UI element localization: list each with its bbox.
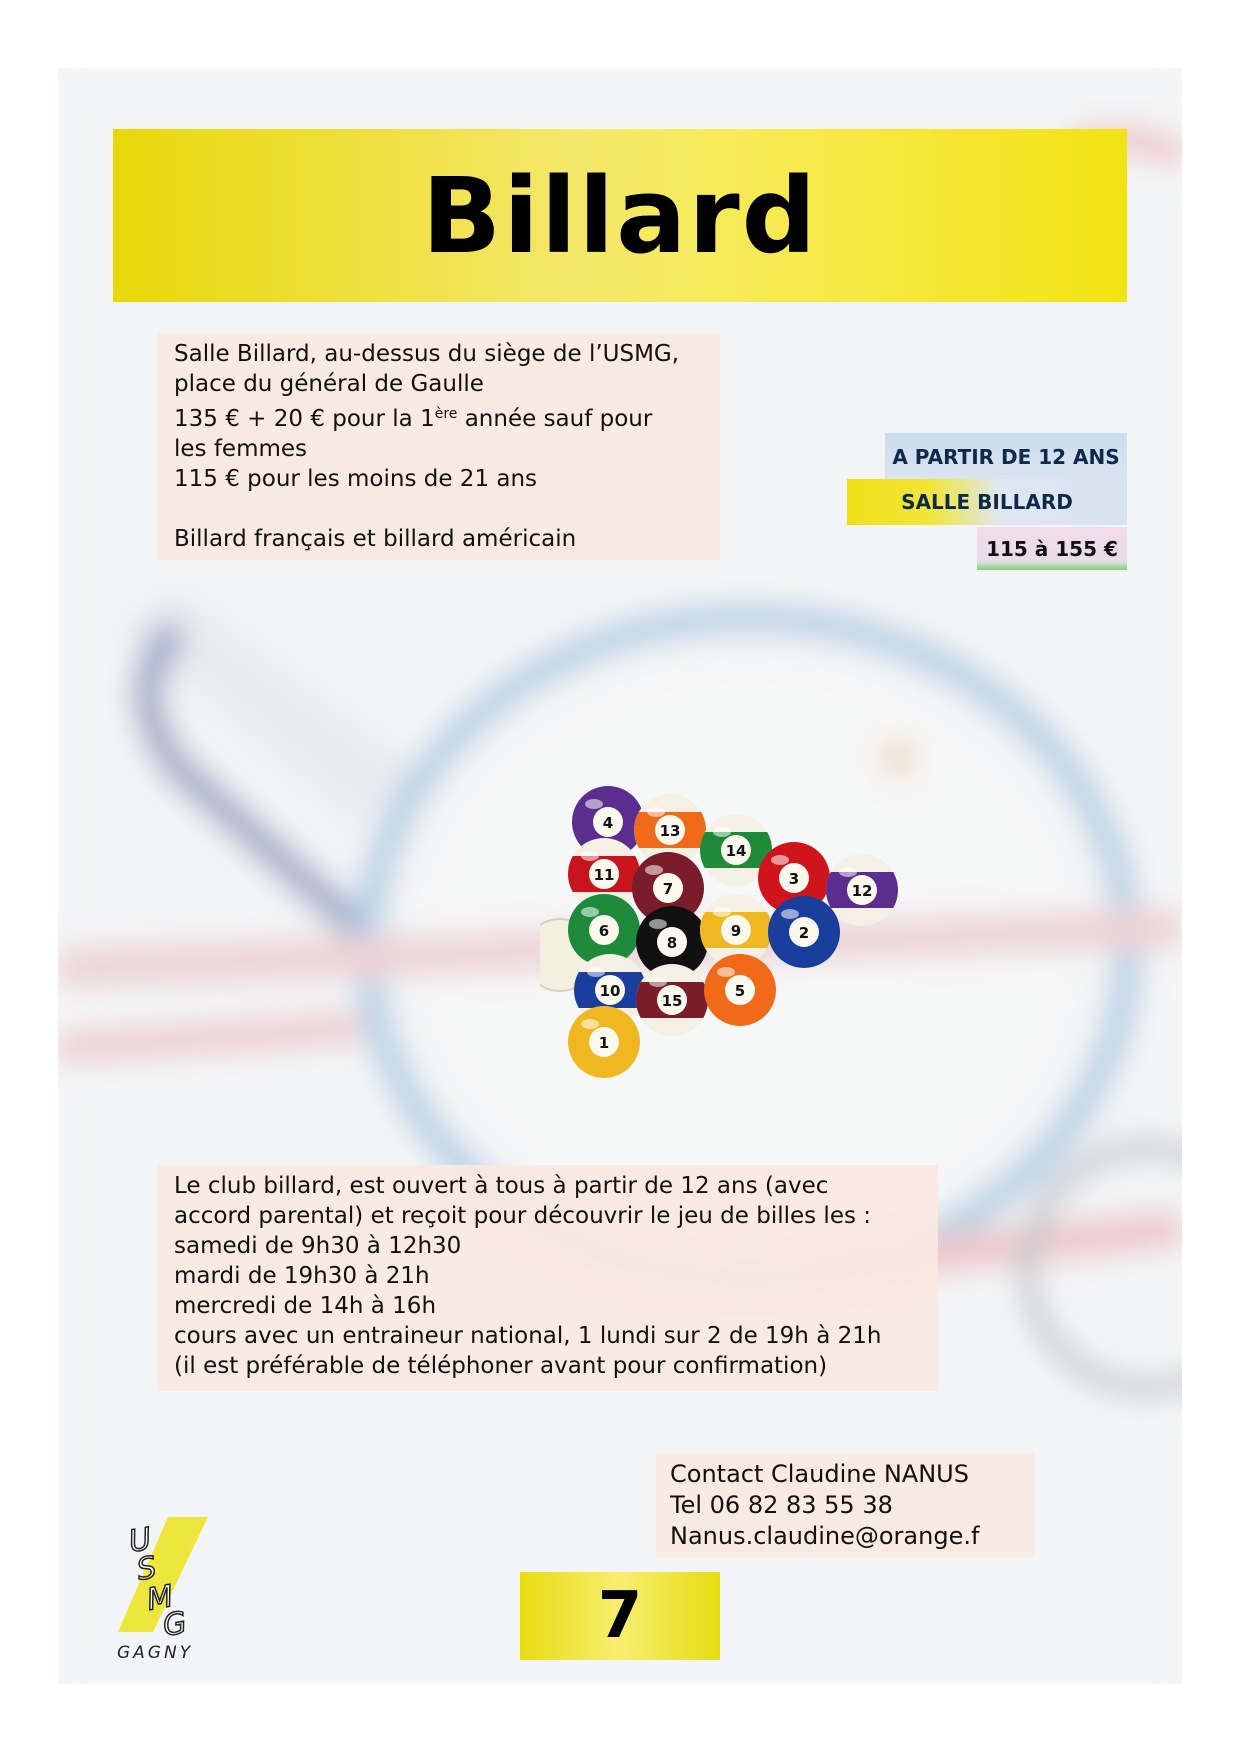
ball-number: 2 (798, 924, 810, 942)
ball-highlight (587, 967, 605, 977)
info-text: 135 € + 20 € pour la 1 (174, 406, 435, 432)
page-number: 7 (520, 1572, 720, 1660)
ball-highlight (581, 851, 599, 861)
ball-number: 3 (788, 870, 800, 888)
svg-text:G: G (160, 1605, 190, 1644)
info-text: année sauf pour (457, 406, 653, 432)
info-spacer (174, 494, 704, 524)
venue-tag: SALLE BILLARD (847, 479, 1127, 525)
age-tag: A PARTIR DE 12 ANS (885, 433, 1127, 480)
ball-number: 10 (599, 982, 621, 1000)
schedule-line: (il est préférable de téléphoner avant pour confirmation) (174, 1353, 828, 1379)
ball-number: 11 (593, 866, 615, 884)
ball-highlight (839, 867, 857, 877)
ball-number: 8 (666, 934, 678, 952)
info-line: place du général de Gaulle (174, 371, 484, 397)
ball-highlight (713, 827, 731, 837)
ball-number: 13 (659, 822, 681, 840)
billiard-balls-image (540, 780, 1010, 1100)
svg-text:U: U (126, 1521, 155, 1560)
ball-highlight (713, 907, 731, 917)
ball-highlight (717, 967, 735, 977)
ball-highlight (649, 977, 667, 987)
schedule-line: accord parental) et reçoit pour découvrir le jeu de billes les : (174, 1203, 872, 1229)
schedule-line: mardi de 19h30 à 21h (174, 1263, 430, 1289)
ball-highlight (581, 1019, 599, 1029)
title-banner (113, 129, 1127, 302)
ball-highlight (585, 799, 603, 809)
schedule-line: samedi de 9h30 à 12h30 (174, 1233, 462, 1259)
info-line: Billard français et billard américain (174, 526, 577, 552)
svg-text:S: S (134, 1550, 160, 1588)
contact-box (656, 1453, 1034, 1557)
ball-highlight (781, 909, 799, 919)
page-title: Billard (421, 154, 819, 277)
ball-highlight (649, 919, 667, 929)
ball-highlight (645, 865, 663, 875)
ball-number: 7 (662, 880, 674, 898)
svg-text:GAGNY: GAGNY (117, 1643, 194, 1662)
ball-number: 5 (734, 982, 746, 1000)
billiard-ball (568, 1006, 640, 1078)
schedule-line: Le club billard, est ouvert à tous à partir de 12 ans (avec (174, 1173, 829, 1199)
billiard-ball (704, 954, 776, 1026)
ball-number: 9 (730, 922, 742, 940)
info-line: les femmes (174, 436, 308, 462)
ball-highlight (581, 907, 599, 917)
ball-highlight (771, 855, 789, 865)
ball-number: 4 (602, 814, 614, 832)
ball-number: 12 (851, 882, 873, 900)
usmg-logo (113, 1512, 213, 1662)
billiard-ball (768, 896, 840, 968)
billiard-ball (636, 964, 708, 1036)
ball-number: 6 (598, 922, 610, 940)
schedule-line: mercredi de 14h à 16h (174, 1293, 437, 1319)
ball-number: 15 (661, 992, 683, 1010)
info-line: 115 € pour les moins de 21 ans (174, 466, 538, 492)
ball-number: 14 (725, 842, 747, 860)
info-box (158, 333, 720, 560)
info-line-price (174, 399, 704, 434)
superscript: ère (434, 406, 458, 422)
schedule-line: cours avec un entraineur national, 1 lundi sur 2 de 19h à 21h (174, 1323, 882, 1349)
info-line: Salle Billard, au-dessus du siège de l’USMG, (174, 341, 680, 367)
price-tag: 115 à 155 € (977, 527, 1127, 570)
ball-number: 1 (598, 1034, 610, 1052)
schedule-box (158, 1165, 938, 1391)
billiard-ball (826, 854, 898, 926)
svg-text:M: M (144, 1578, 176, 1618)
contact-email[interactable]: Nanus.claudine@orange.f (670, 1522, 980, 1550)
contact-name: Contact Claudine NANUS (670, 1460, 969, 1488)
ball-highlight (647, 807, 665, 817)
contact-phone[interactable]: Tel 06 82 83 55 38 (670, 1491, 893, 1519)
